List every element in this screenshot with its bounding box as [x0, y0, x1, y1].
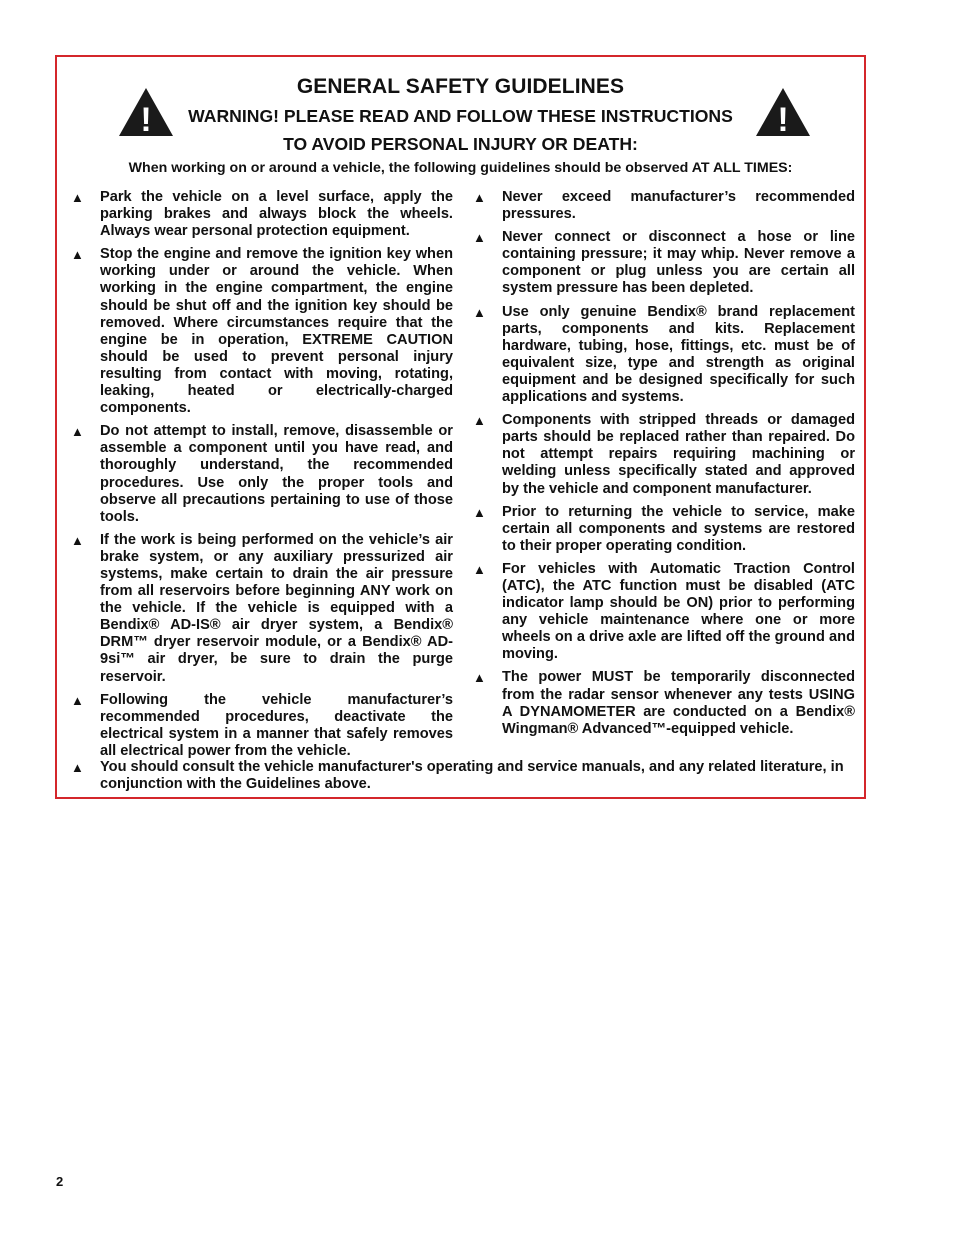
safety-guidelines-box [55, 55, 866, 799]
list-item [473, 304, 855, 407]
list-item [71, 423, 453, 526]
guideline-text: You should consult the vehicle manufacturer's operating and service manuals, and any related literature, in conjunction with the Guidelines above. [100, 759, 844, 793]
list-item [473, 504, 855, 555]
warning-line-1: WARNING! PLEASE READ AND FOLLOW THESE INSTRUCTIONS [188, 106, 733, 126]
warning-symbol-left: ! [140, 101, 152, 137]
left-column [71, 189, 453, 766]
warning-line-2: TO AVOID PERSONAL INJURY OR DEATH: [283, 134, 638, 154]
list-item [71, 189, 453, 240]
triangle-bullet-icon: ▲ [71, 532, 84, 548]
triangle-bullet-icon: ▲ [71, 692, 84, 708]
list-item [71, 532, 453, 686]
page-number: 2 [56, 1174, 64, 1189]
guideline-text: Stop the engine and remove the ignition key when working under or around the vehicle. When working in the engine compartment, the engine should be shut off and the ignition key should be removed. Where circumstances require that the engine be in operation, EXTREME CAUTION should be used to prevent personal injury resulting from contact with moving, rotating, leaking, heated or electrically-charged components. [100, 246, 453, 417]
triangle-bullet-icon: ▲ [71, 424, 84, 440]
guideline-text: If the work is being performed on the vehicle’s air brake system, or any auxiliary pressurized air systems, make certain to drain the air pressure from all reservoirs before beginning ANY work on the vehicle. If the vehicle is equipped with a Bendix® AD-IS® air dryer system, a Bendix® DRM™ dryer reservoir module, or a Bendix® AD-9si™ air dryer, be sure to drain the purge reservoir. [100, 531, 453, 685]
triangle-bullet-icon: ▲ [71, 190, 84, 205]
triangle-bullet-icon: ▲ [473, 670, 486, 686]
guideline-text: Never connect or disconnect a hose or line containing pressure; it may whip. Never remove a component or plug unless you are certain all system pressure has been depleted. [502, 229, 855, 297]
triangle-bullet-icon: ▲ [473, 190, 486, 205]
triangle-bullet-icon: ▲ [473, 230, 486, 246]
guideline-text: The power MUST be temporarily disconnected from the radar sensor whenever any tests USING A DYNAMOMETER are conducted on a Bendix® Wingman® Advanced™-equipped vehicle. [502, 669, 855, 737]
guideline-text: Following the vehicle manufacturer’s recommended procedures, deactivate the electrical system in a manner that safely removes all electrical power from the vehicle. [100, 691, 453, 759]
list-item [71, 692, 453, 760]
intro-text: When working on or around a vehicle, the following guidelines should be observed AT ALL TIMES: [128, 160, 793, 176]
guideline-text: Prior to returning the vehicle to service, make certain all components and systems are restored to their proper operating condition. [502, 503, 855, 554]
guideline-text: Park the vehicle on a level surface, apply the parking brakes and always block the wheels. Always wear personal protection equipment. [100, 189, 453, 240]
warning-symbol-right: ! [777, 101, 789, 137]
list-item [473, 561, 855, 664]
page-title: GENERAL SAFETY GUIDELINES [296, 75, 625, 98]
triangle-bullet-icon: ▲ [71, 247, 84, 263]
triangle-bullet-icon: ▲ [473, 561, 486, 577]
list-item [473, 669, 855, 737]
guideline-text: Components with stripped threads or damaged parts should be replaced rather than repaired. Do not attempt repairs requiring machining or welding unless specifically stated and approved by the vehicle and component manufacturer. [502, 412, 855, 497]
list-item [71, 246, 453, 417]
triangle-bullet-icon: ▲ [473, 504, 486, 520]
guideline-text: Use only genuine Bendix® brand replacement parts, components and kits. Replacement hardware, tubing, hose, fittings, etc. must be of equivalent size, type and strength as original equipment and be designed specifically for such applications and systems. [502, 303, 855, 406]
guideline-text: Do not attempt to install, remove, disassemble or assemble a component until you have read, and thoroughly understand, the recommended procedures. Use only the proper tools and observe all precautions pertaining to use of those tools. [100, 423, 453, 525]
guideline-text: Never exceed manufacturer’s recommended pressures. [502, 189, 855, 223]
triangle-bullet-icon: ▲ [473, 304, 486, 320]
list-item [473, 229, 855, 297]
footer-guideline [71, 759, 852, 793]
triangle-bullet-icon: ▲ [71, 760, 84, 775]
right-column [473, 189, 855, 744]
list-item [473, 189, 855, 223]
list-item [473, 412, 855, 497]
triangle-bullet-icon: ▲ [473, 413, 486, 429]
guideline-text: For vehicles with Automatic Traction Control (ATC), the ATC function must be disabled (ATC indicator lamp should be ON) prior to performing any vehicle maintenance where one or more wheels on a drive axle are lifted off the ground and moving. [502, 560, 855, 663]
